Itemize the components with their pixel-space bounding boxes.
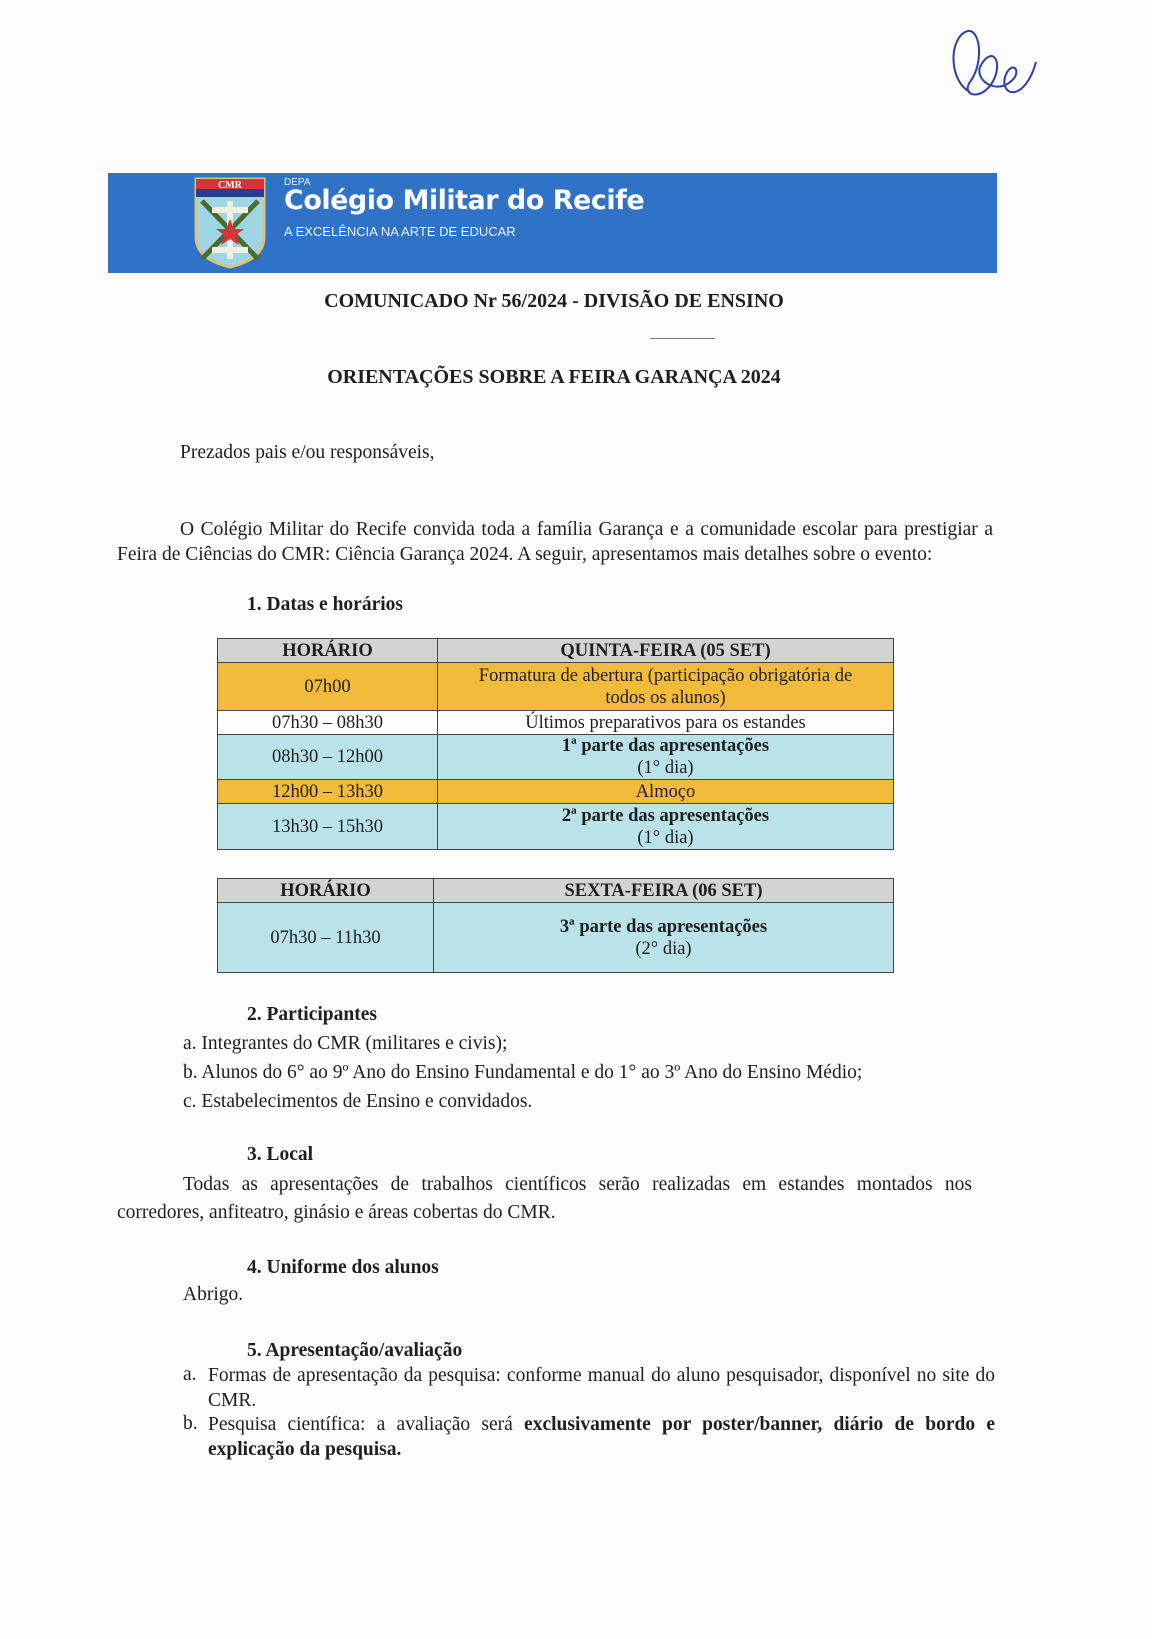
header-banner [108, 173, 997, 273]
list-item: c. Estabelecimentos de Ensino e convidados. [183, 1091, 533, 1112]
svg-text:CMR: CMR [218, 180, 242, 191]
activity-cell: 2ª parte das apresentações (1° dia) [438, 804, 894, 850]
school-name: Colégio Militar do Recife [284, 185, 645, 216]
school-motto: A EXCELÊNCIA NA ARTE DE EDUCAR [284, 224, 516, 239]
table-row [218, 711, 894, 735]
section-heading-evaluation: 5. Apresentação/avaliação [247, 1340, 463, 1361]
schedule-table-friday [217, 878, 894, 973]
school-crest-logo [194, 177, 266, 269]
section-heading-local: 3. Local [247, 1144, 314, 1165]
list-item-prefix: b. [183, 1413, 198, 1434]
evaluation-item-b: Pesquisa científica: a avaliação será exclusivamente por poster/banner, diário de bordo e explicação da pesquisa. [208, 1414, 995, 1460]
section-heading-dates: 1. Datas e horários [247, 594, 403, 615]
pen-mark [650, 338, 715, 339]
activity-cell: Almoço [438, 780, 894, 804]
handwritten-signature [940, 22, 1040, 114]
time-cell: 12h00 – 13h30 [218, 780, 438, 804]
header-time: HORÁRIO [218, 879, 434, 903]
header-day: SEXTA-FEIRA (06 SET) [434, 879, 894, 903]
time-cell: 07h00 [218, 663, 438, 711]
greeting: Prezados pais e/ou responsáveis, [180, 442, 435, 463]
activity-cell: 3ª parte das apresentações (2° dia) [434, 903, 894, 973]
activity-cell: Formatura de abertura (participação obrigatória de todos os alunos) [438, 663, 894, 711]
intro-paragraph: O Colégio Militar do Recife convida toda a família Garança e a comunidade escolar para prestigiar a Feira de Ciências do CMR: Ciência Garança 2024. A seguir, apresentamos mais detalhes sobre o evento: [117, 519, 993, 565]
table-row [218, 804, 894, 850]
department-label: DEPA [284, 177, 311, 188]
table-row [218, 663, 894, 711]
uniform-text: Abrigo. [183, 1284, 244, 1305]
time-cell: 08h30 – 12h00 [218, 735, 438, 780]
header-time: HORÁRIO [218, 639, 438, 663]
time-cell: 07h30 – 11h30 [218, 903, 434, 973]
list-item: a. Integrantes do CMR (militares e civis); [183, 1033, 508, 1054]
header-day: QUINTA-FEIRA (05 SET) [438, 639, 894, 663]
section-heading-uniform: 4. Uniforme dos alunos [247, 1257, 439, 1278]
time-cell: 13h30 – 15h30 [218, 804, 438, 850]
table-row [218, 780, 894, 804]
list-item-prefix: a. [183, 1364, 197, 1385]
table-row [218, 735, 894, 780]
activity-cell: Últimos preparativos para os estandes [438, 711, 894, 735]
document-title: COMUNICADO Nr 56/2024 - DIVISÃO DE ENSINO [324, 290, 784, 312]
table-row [218, 903, 894, 973]
activity-cell: 1ª parte das apresentações (1° dia) [438, 735, 894, 780]
local-paragraph: Todas as apresentações de trabalhos científicos serão realizadas em estandes montados nos corredores, anfiteatro, ginásio e áreas cobertas do CMR. [117, 1174, 972, 1223]
schedule-table-thursday [217, 638, 894, 850]
evaluation-item-a: Formas de apresentação da pesquisa: conforme manual do aluno pesquisador, disponível no site do CMR. [208, 1365, 995, 1411]
list-item: b. Alunos do 6° ao 9º Ano do Ensino Fundamental e do 1° ao 3º Ano do Ensino Médio; [183, 1062, 863, 1083]
section-heading-participants: 2. Participantes [247, 1004, 377, 1025]
document-subtitle: ORIENTAÇÕES SOBRE A FEIRA GARANÇA 2024 [327, 366, 781, 388]
time-cell: 07h30 – 08h30 [218, 711, 438, 735]
